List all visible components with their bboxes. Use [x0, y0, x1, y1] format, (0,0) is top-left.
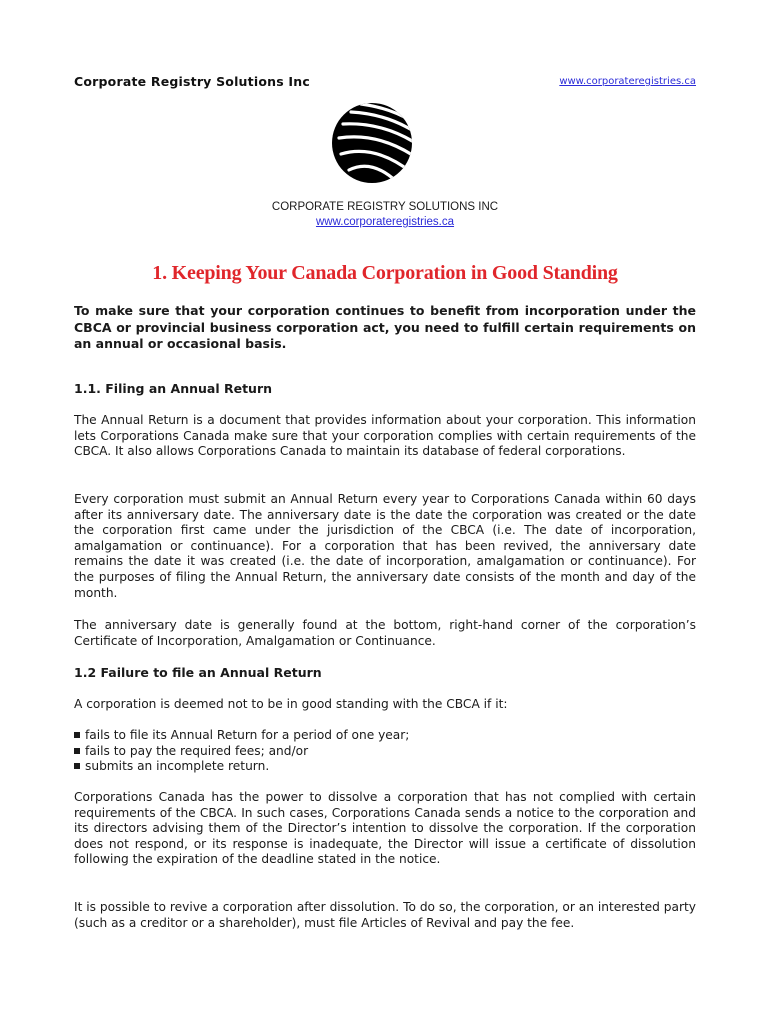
intro-paragraph: To make sure that your corporation continues to benefit from incorporation under the CBCA or provincial business corporation act, you need to fulfill certain requirements on an annual or occasional basis. [74, 303, 696, 351]
header-website-link[interactable]: www.corporateregistries.ca [559, 76, 696, 87]
page-header [74, 74, 696, 92]
square-bullet-icon [74, 763, 80, 769]
letterhead-company: CORPORATE REGISTRY SOLUTIONS INC [271, 201, 499, 213]
section-heading-filing: 1.1. Filing an Annual Return [74, 381, 273, 396]
header-company-name: Corporate Registry Solutions Inc [74, 74, 310, 89]
list-item-text: fails to pay the required fees; and/or [85, 743, 309, 758]
list-item-text: submits an incomplete return. [85, 759, 270, 774]
letterhead-block [74, 200, 696, 230]
list-item [74, 744, 696, 760]
list-item [74, 759, 696, 775]
corporate-globe-logo-icon [331, 102, 413, 184]
letterhead-website-link[interactable]: www.corporateregistries.ca [315, 216, 455, 228]
square-bullet-icon [74, 732, 80, 738]
list-item-text: fails to file its Annual Return for a period of one year; [85, 728, 410, 742]
square-bullet-icon [74, 748, 80, 754]
paragraph-good-standing: A corporation is deemed not to be in good standing with the CBCA if it: [74, 697, 508, 711]
paragraph-anniversary-date: Every corporation must submit an Annual Return every year to Corporations Canada within 60 days after its anniversary date. The anniversary date is the date the corporation was created or the date the corporation first came under the jurisdiction of the CBCA (i.e. The date of incorporation, amalgamation or continuance). For a corporation that has been revived, the anniversary date remains the date it was created (i.e. the date of incorporation, amalgamation or continuance). For the purposes of filing the Annual Return, the anniversary date consists of the month and day of the month. [74, 492, 696, 600]
paragraph-dissolution: Corporations Canada has the power to dissolve a corporation that has not complied with certain requirements of the CBCA. In such cases, Corporations Canada sends a notice to the corporation and its directors advising them of the Director’s intention to dissolve the corporation. If the corporation does not respond, or its response is inadequate, the Director will issue a certificate of dissolution following the expiration of the deadline stated in the notice. [74, 790, 696, 867]
page-title: 1. Keeping Your Canada Corporation in Good Standing [152, 262, 618, 284]
list-item [74, 728, 696, 744]
section-heading-failure: 1.2 Failure to file an Annual Return [74, 665, 322, 680]
paragraph-annual-return: The Annual Return is a document that provides information about your corporation. This information lets Corporations Canada make sure that your corporation complies with certain requirements of the CBCA. It also allows Corporations Canada to maintain its database of federal corporations. [74, 413, 696, 459]
failure-bullet-list [74, 728, 696, 775]
paragraph-revival: It is possible to revive a corporation after dissolution. To do so, the corporation, or an interested party (such as a creditor or a shareholder), must file Articles of Revival and pay the fee. [74, 900, 696, 930]
paragraph-certificate: The anniversary date is generally found at the bottom, right-hand corner of the corporation’s Certificate of Incorporation, Amalgamation or Continuance. [74, 618, 696, 648]
